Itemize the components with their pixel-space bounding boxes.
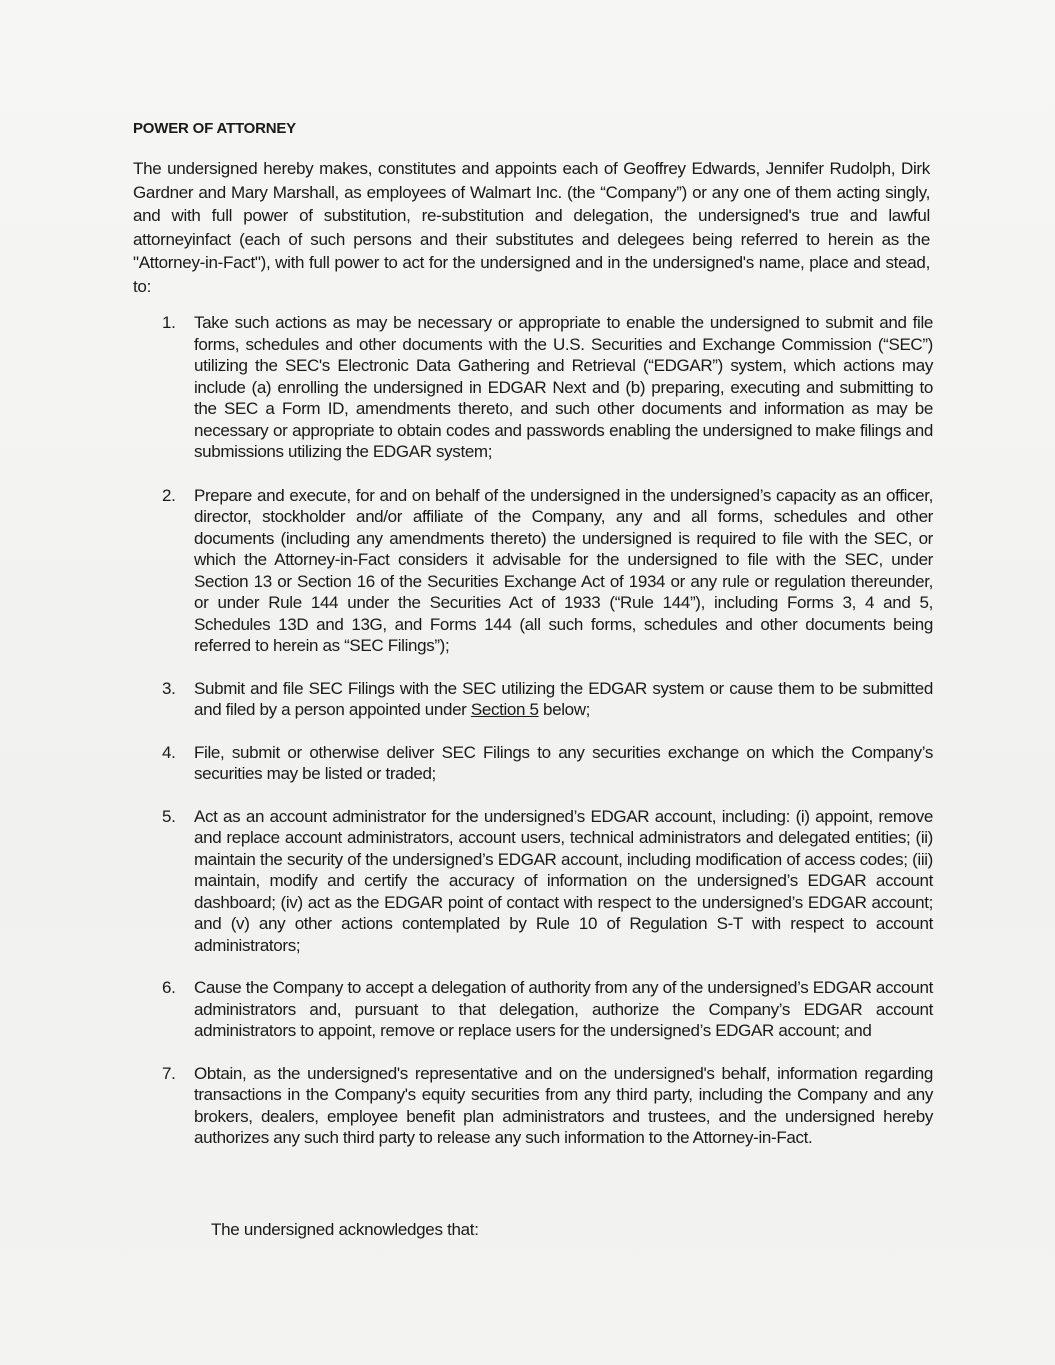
list-item [160,678,933,721]
item-number: 2. [162,485,176,505]
list-item [160,485,933,657]
item-text: Prepare and execute, for and on behalf of the undersigned in the undersigned’s capacity as an officer, director, stockholder and/or affiliate of the Company, any and all forms, schedules and other documents (including any amendments thereto) the undersigned is required to file with the SEC, or which the Attorney-in-Fact considers it advisable for the undersigned to file with the SEC, under Section 13 or Section 16 of the Securities Exchange Act of 1934 or any rule or regulation thereunder, or under Rule 144 under the Securities Act of 1933 (“Rule 144”), including Forms 3, 4 and 5, Schedules 13D and 13G, and Forms 144 (all such forms, schedules and other documents being referred to herein as “SEC Filings”); [194,485,933,655]
item-number: 4. [162,742,176,762]
section-5-reference: Section 5 [470,700,539,719]
list-item [160,1063,933,1149]
item-text: Cause the Company to accept a delegation of authority from any of the undersigned’s EDGAR account administrators and, pursuant to that delegation, authorize the Company’s EDGAR account administrators to appoint, remove or replace users for the undersigned’s EDGAR account; and [194,978,933,1040]
acknowledgement-text: The undersigned acknowledges that: [211,1220,479,1239]
item-text: File, submit or otherwise deliver SEC Filings to any securities exchange on which the Company’s securities may be listed or traded; [194,742,933,783]
list-item [160,977,933,1042]
powers-list [160,312,933,1149]
item-text: Act as an account administrator for the undersigned’s EDGAR account, including: (i) appoint, remove and replace account administrators, account users, technical administrators and delegated entities; (ii) maintain the security of the undersigned’s EDGAR account, including modification of access codes; (iii) maintain, modify and certify the accuracy of information on the undersigned’s EDGAR account dashboard; (iv) act as the EDGAR point of contact with respect to the undersigned’s EDGAR account; and (v) any other actions contemplated by Rule 10 of Regulation S-T with respect to account administrators; [194,806,933,955]
intro-paragraph: The undersigned hereby makes, constitutes and appoints each of Geoffrey Edwards, Jennifer Rudolph, Dirk Gardner and Mary Marshall, as employees of Walmart Inc. (the “Company”) or any one of them acting singly, and with full power of substitution, re-substitution and delegation, the undersigned's true and lawful attorneyinfact (each of such persons and their substitutes and delegees being referred to herein as the "Attorney-in-Fact"), with full power to act for the undersigned and in the undersigned's name, place and stead, to: [133,159,930,296]
item-text: below; [538,700,591,719]
item-number: 5. [162,806,176,826]
item-text: Take such actions as may be necessary or appropriate to enable the undersigned to submit and file forms, schedules and other documents with the U.S. Securities and Exchange Commission (“SEC”) utilizing the SEC's Electronic Data Gathering and Retrieval (“EDGAR”) system, which actions may include (a) enrolling the undersigned in EDGAR Next and (b) preparing, executing and submitting to the SEC a Form ID, amendments thereto, and such other documents and information as may be necessary or appropriate to obtain codes and passwords enabling the undersigned to make filings and submissions utilizing the EDGAR system; [194,313,933,461]
item-text: Submit and file SEC Filings with the SEC utilizing the EDGAR system or cause them to be submitted and filed by a person appointed under [194,678,933,719]
item-number: 6. [162,978,176,997]
item-number: 7. [162,1063,176,1083]
list-item [160,806,933,957]
item-number: 1. [162,313,176,332]
document-title: POWER OF ATTORNEY [133,120,296,137]
list-item [160,312,933,463]
item-number: 3. [162,678,176,698]
list-item [160,742,933,785]
item-text: Obtain, as the undersigned's representative and on the undersigned's behalf, information regarding transactions in the Company's equity securities from any third party, including the Company and any brokers, dealers, employee benefit plan administrators and trustees, and the undersigned hereby authorizes any such third party to release any such information to the Attorney-in-Fact. [194,1063,933,1147]
